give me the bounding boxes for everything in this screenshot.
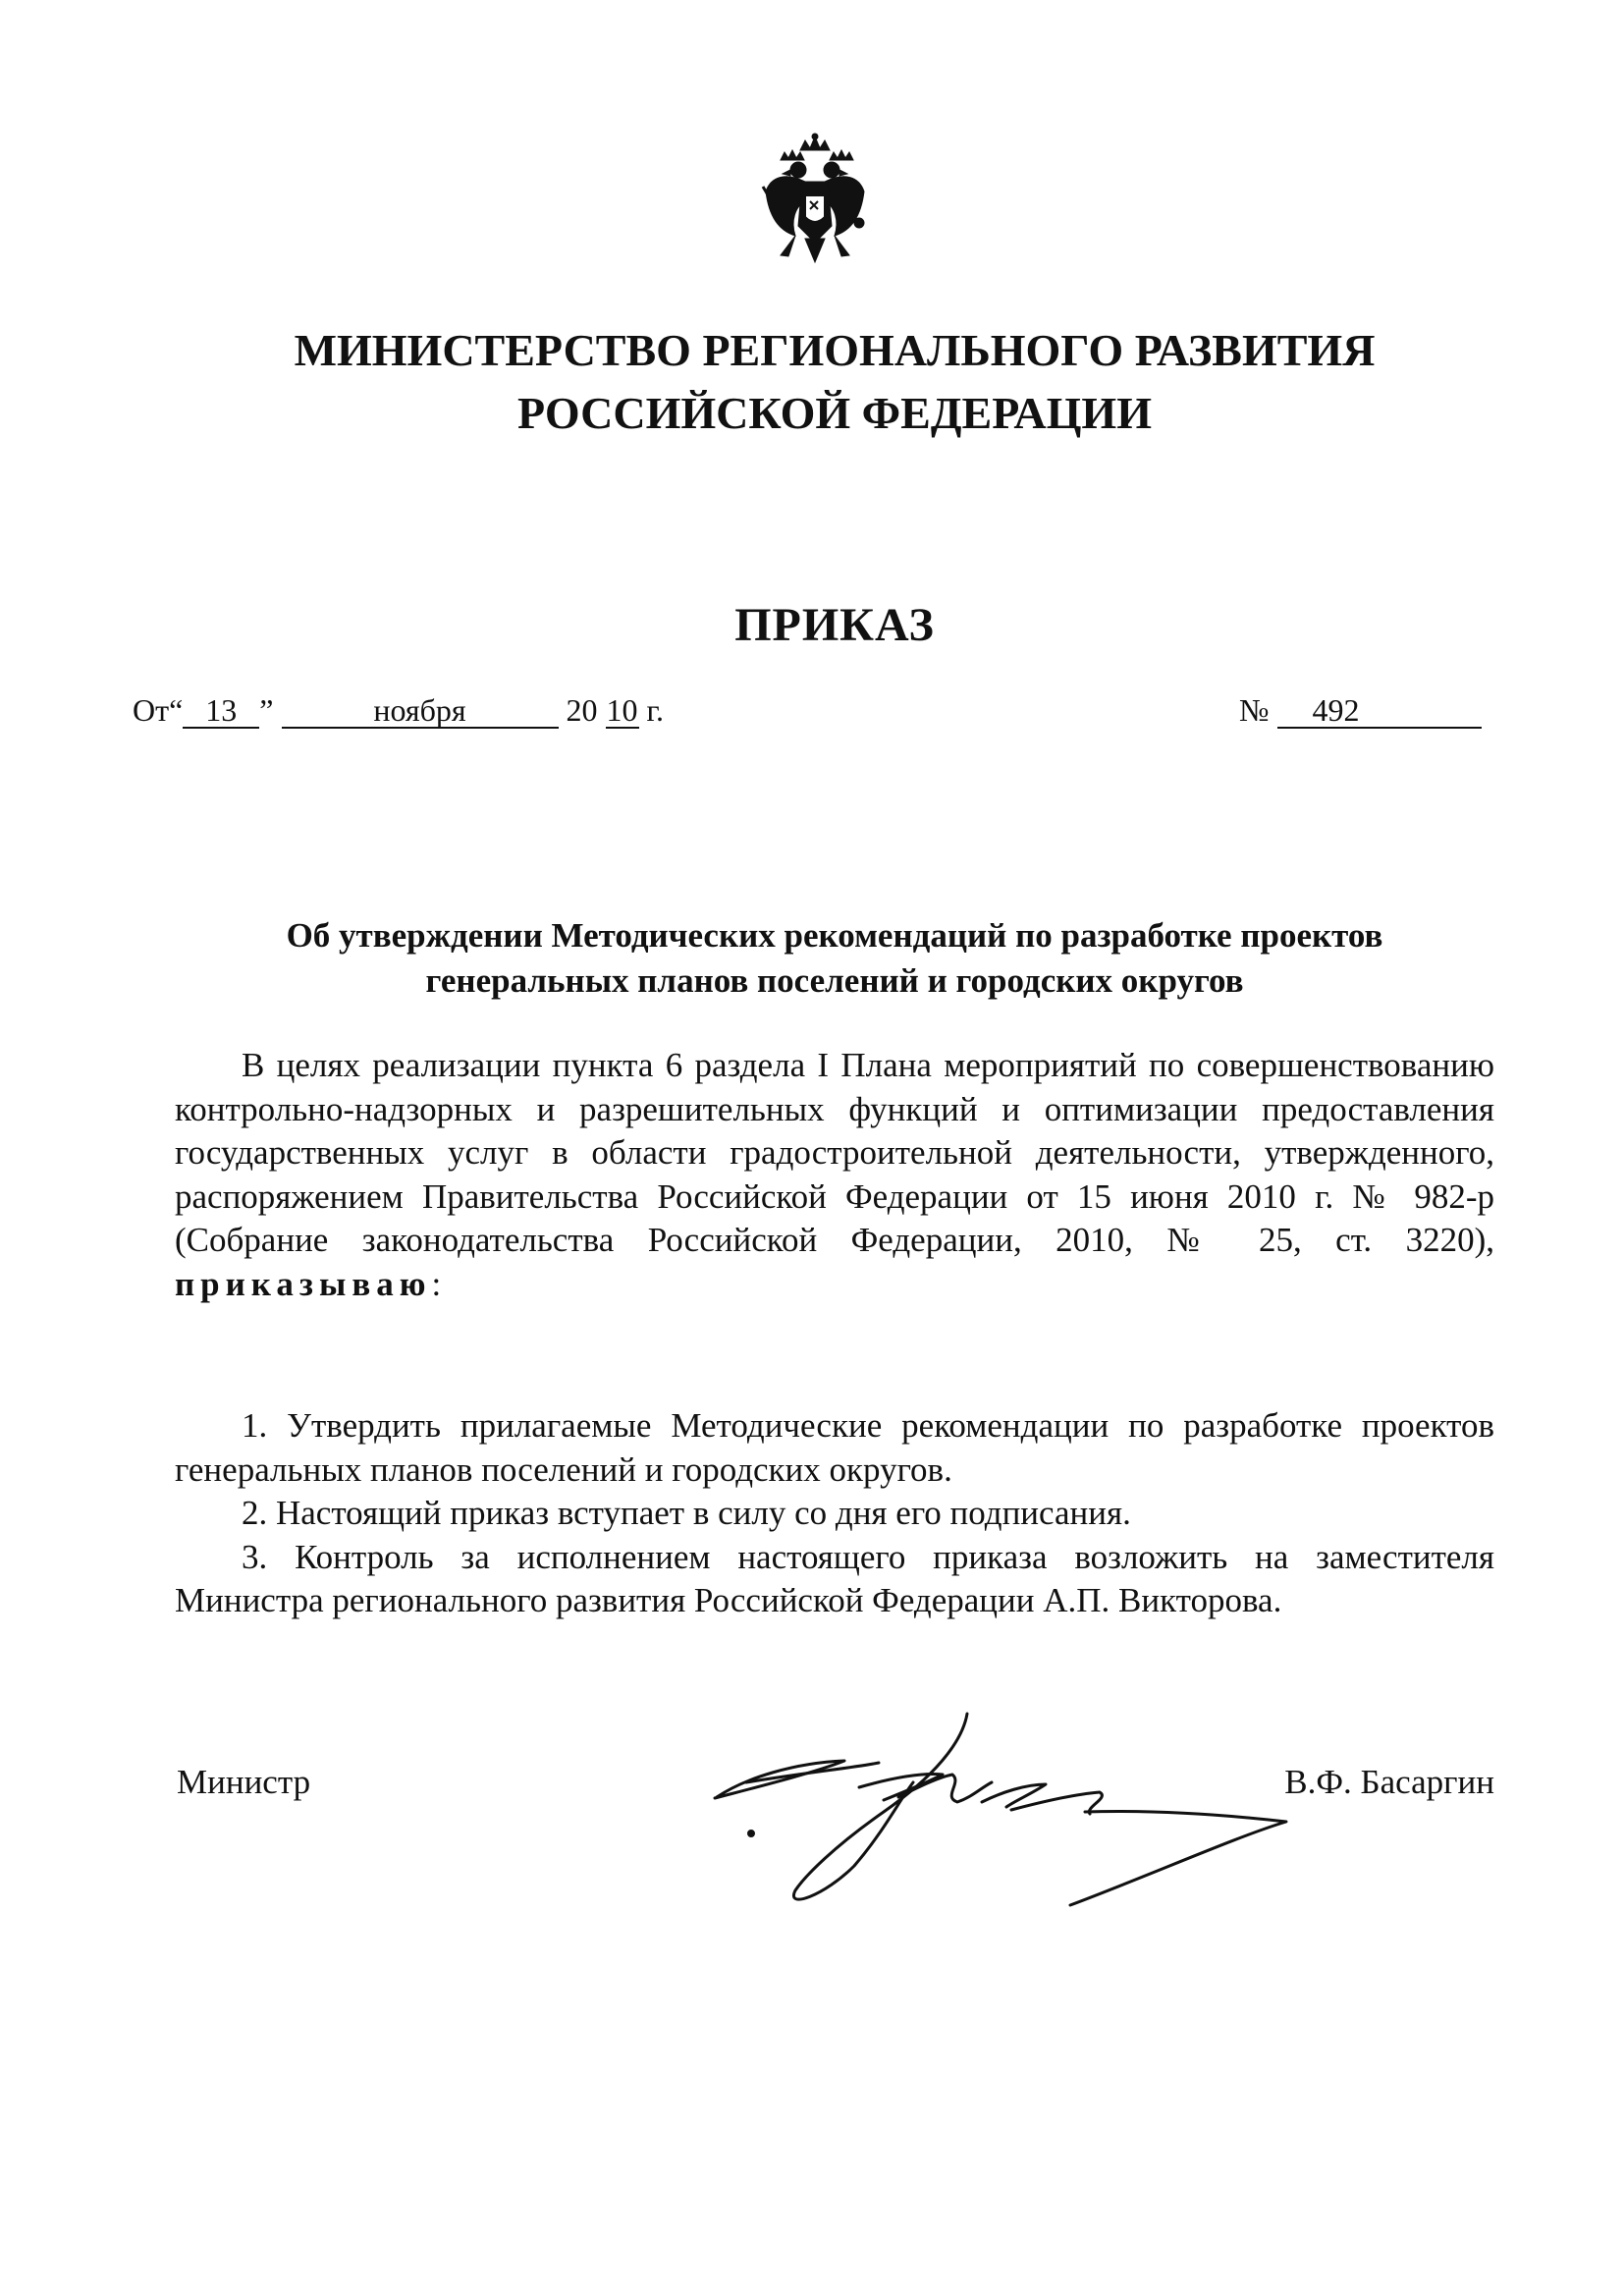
date-year-suffix: 10: [606, 692, 638, 728]
handwritten-signature: [687, 1704, 1355, 1915]
command-punct: :: [431, 1264, 442, 1303]
ministry-name-line2: РОССИЙСКОЙ ФЕДЕРАЦИИ: [517, 388, 1152, 438]
number-value: 492: [1277, 693, 1482, 729]
date-year-mark: г.: [646, 692, 665, 728]
subject-line2: генеральных планов поселений и городских округов: [425, 961, 1244, 1000]
date-year-prefix: 20: [566, 692, 598, 728]
order-items: [175, 1404, 1494, 1623]
ministry-name-line1: МИНИСТЕРСТВО РЕГИОНАЛЬНОГО РАЗВИТИЯ: [294, 325, 1376, 375]
subject-line1: Об утверждении Методических рекомендаций по разработке проектов: [286, 916, 1383, 955]
date-prefix: От: [133, 692, 170, 728]
order-title: ПРИКАЗ: [734, 599, 935, 651]
ministry-name: [177, 319, 1492, 445]
preamble-text: В целях реализации пункта 6 раздела I Плана мероприятий по совершенствованию контрольно-надзорных и разрешительных функций и оптимизации предоставления государственных услуг в области градостроительной деятельности, утвержденного, распоряжением Правительства Российской Федерации от 15 июня 2010 г. № 982-р (Собрание законодательства Российской Федерации, 2010, № 25, ст. 3220),: [175, 1046, 1494, 1259]
close-quote: ”: [259, 692, 274, 728]
order-number: [1239, 690, 1482, 730]
command-word: приказываю: [175, 1264, 432, 1303]
signer-name: В.Ф. Басаргин: [1284, 1763, 1494, 1801]
signer-role: Министр: [177, 1763, 311, 1801]
order-date: [133, 690, 664, 730]
coat-of-arms-icon: [761, 133, 869, 270]
order-subject: [177, 913, 1492, 1004]
order-item: 3. Контроль за исполнением настоящего приказа возложить на заместителя Министра регионального развития Российской Федерации А.П. Викторова.: [175, 1537, 1494, 1619]
number-label: №: [1239, 692, 1270, 728]
open-quote: “: [169, 692, 184, 728]
date-day: 13: [183, 693, 259, 729]
order-item: 2. Настоящий приказ вступает в силу со дня его подписания.: [242, 1494, 1131, 1532]
date-month: ноября: [282, 693, 559, 729]
order-item: 1. Утвердить прилагаемые Методические рекомендации по разработке проектов генеральных планов поселений и городских округов.: [175, 1406, 1494, 1489]
preamble: [175, 1044, 1494, 1306]
